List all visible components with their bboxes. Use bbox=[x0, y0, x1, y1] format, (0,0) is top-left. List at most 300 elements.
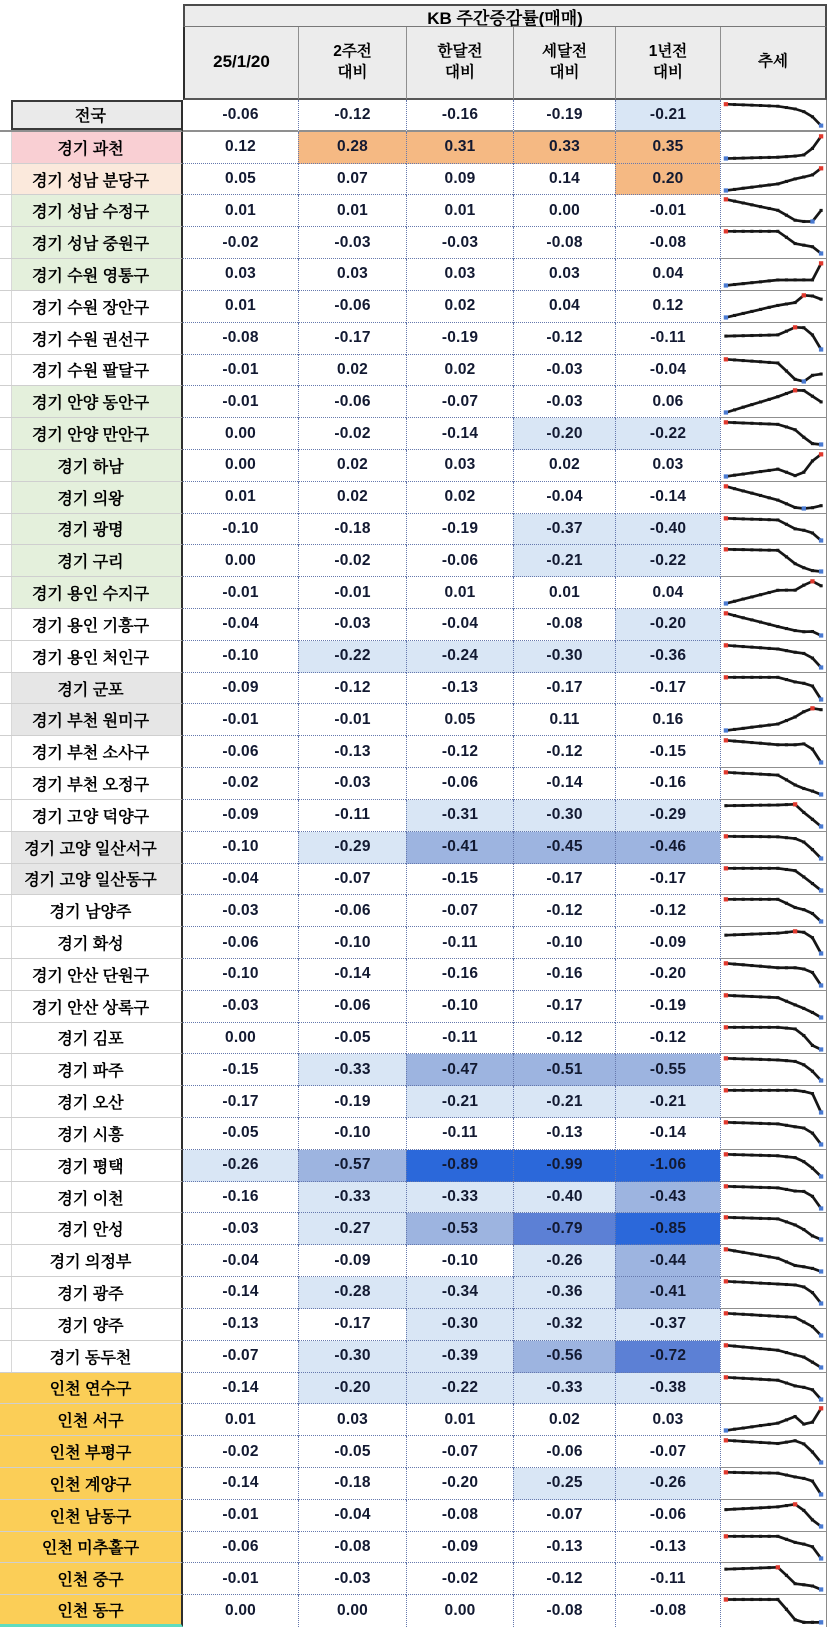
value-cell[interactable]: 0.12 bbox=[183, 132, 298, 164]
value-cell[interactable]: -0.17 bbox=[615, 673, 720, 705]
value-cell[interactable]: -0.10 bbox=[406, 991, 513, 1023]
region-cell[interactable] bbox=[0, 832, 183, 864]
value-cell[interactable]: -0.10 bbox=[406, 1245, 513, 1277]
value-cell[interactable]: -0.04 bbox=[406, 609, 513, 641]
column-header-trend[interactable] bbox=[720, 27, 827, 100]
value-cell[interactable]: -0.14 bbox=[615, 482, 720, 514]
value-cell[interactable]: -0.04 bbox=[183, 864, 298, 896]
region-cell[interactable] bbox=[0, 259, 183, 291]
value-cell[interactable]: -0.03 bbox=[513, 386, 615, 418]
value-cell[interactable]: 0.01 bbox=[406, 195, 513, 227]
value-cell[interactable]: -0.06 bbox=[298, 291, 406, 323]
value-cell[interactable]: -0.55 bbox=[615, 1054, 720, 1086]
value-cell[interactable]: -0.19 bbox=[513, 100, 615, 132]
value-cell[interactable]: 0.03 bbox=[406, 259, 513, 291]
value-cell[interactable]: -0.17 bbox=[298, 1309, 406, 1341]
value-cell[interactable]: -0.06 bbox=[183, 1532, 298, 1564]
region-cell[interactable] bbox=[0, 736, 183, 768]
value-cell[interactable]: -0.12 bbox=[513, 1563, 615, 1595]
value-cell[interactable]: 0.33 bbox=[513, 132, 615, 164]
value-cell[interactable]: -0.21 bbox=[513, 545, 615, 577]
region-cell[interactable] bbox=[0, 1373, 183, 1405]
region-cell[interactable] bbox=[0, 450, 183, 482]
value-cell[interactable]: -0.17 bbox=[298, 323, 406, 355]
value-cell[interactable]: -0.03 bbox=[513, 355, 615, 387]
value-cell[interactable]: 0.00 bbox=[183, 418, 298, 450]
value-cell[interactable]: -0.01 bbox=[183, 355, 298, 387]
value-cell[interactable]: -0.33 bbox=[513, 1373, 615, 1405]
value-cell[interactable]: -0.46 bbox=[615, 832, 720, 864]
column-header-1month[interactable] bbox=[406, 27, 513, 100]
value-cell[interactable]: 0.01 bbox=[298, 195, 406, 227]
value-cell[interactable]: 0.07 bbox=[298, 164, 406, 196]
value-cell[interactable]: -0.36 bbox=[615, 641, 720, 673]
value-cell[interactable]: -0.17 bbox=[513, 991, 615, 1023]
value-cell[interactable]: -0.20 bbox=[615, 609, 720, 641]
value-cell[interactable]: -0.13 bbox=[513, 1118, 615, 1150]
value-cell[interactable]: 0.03 bbox=[615, 450, 720, 482]
region-cell[interactable] bbox=[0, 227, 183, 259]
value-cell[interactable]: -0.36 bbox=[513, 1277, 615, 1309]
value-cell[interactable]: -0.18 bbox=[298, 514, 406, 546]
value-cell[interactable]: -0.02 bbox=[298, 418, 406, 450]
region-cell[interactable] bbox=[0, 164, 183, 196]
value-cell[interactable]: -0.12 bbox=[513, 895, 615, 927]
value-cell[interactable]: -0.08 bbox=[183, 323, 298, 355]
value-cell[interactable]: -0.03 bbox=[183, 1213, 298, 1245]
column-header-2weeks[interactable] bbox=[298, 27, 406, 100]
trend-sparkline bbox=[720, 227, 827, 259]
region-cell[interactable] bbox=[0, 1436, 183, 1468]
value-cell[interactable]: -0.02 bbox=[406, 1563, 513, 1595]
value-cell[interactable]: -0.06 bbox=[298, 895, 406, 927]
value-cell[interactable]: -0.10 bbox=[513, 927, 615, 959]
value-cell[interactable]: -0.29 bbox=[298, 832, 406, 864]
value-cell[interactable]: -0.03 bbox=[183, 991, 298, 1023]
value-cell[interactable]: -0.09 bbox=[406, 1532, 513, 1564]
value-cell[interactable]: -0.15 bbox=[615, 736, 720, 768]
region-cell[interactable] bbox=[0, 1182, 183, 1214]
region-cell[interactable] bbox=[0, 927, 183, 959]
region-cell[interactable] bbox=[0, 577, 183, 609]
value-cell[interactable]: -0.01 bbox=[298, 577, 406, 609]
value-cell[interactable]: -0.19 bbox=[615, 991, 720, 1023]
value-cell[interactable]: -0.41 bbox=[406, 832, 513, 864]
value-cell[interactable]: -0.10 bbox=[183, 959, 298, 991]
value-cell[interactable]: -0.44 bbox=[615, 1245, 720, 1277]
region-cell[interactable] bbox=[0, 864, 183, 896]
region-cell[interactable] bbox=[0, 768, 183, 800]
value-cell[interactable]: -0.06 bbox=[298, 386, 406, 418]
value-cell[interactable]: 0.02 bbox=[298, 450, 406, 482]
region-cell[interactable] bbox=[0, 641, 183, 673]
value-cell[interactable]: -0.15 bbox=[406, 864, 513, 896]
value-cell[interactable]: -0.20 bbox=[615, 959, 720, 991]
value-cell[interactable]: -0.01 bbox=[183, 704, 298, 736]
value-cell[interactable]: -0.13 bbox=[615, 1532, 720, 1564]
value-cell[interactable]: -0.24 bbox=[406, 641, 513, 673]
value-cell[interactable]: 0.31 bbox=[406, 132, 513, 164]
value-cell[interactable]: -0.22 bbox=[615, 418, 720, 450]
value-cell[interactable]: -0.12 bbox=[406, 736, 513, 768]
value-cell[interactable]: 0.03 bbox=[513, 259, 615, 291]
value-cell[interactable]: -0.26 bbox=[615, 1468, 720, 1500]
region-cell[interactable] bbox=[0, 609, 183, 641]
region-label: 경기 성남 분당구 bbox=[31, 172, 150, 190]
region-label: 경기 평택 bbox=[57, 1158, 124, 1176]
value-cell[interactable]: -0.11 bbox=[406, 1023, 513, 1055]
value-cell[interactable]: 0.03 bbox=[406, 450, 513, 482]
region-cell[interactable] bbox=[0, 1150, 183, 1182]
value-cell[interactable]: -0.30 bbox=[298, 1341, 406, 1373]
value-cell[interactable]: 0.00 bbox=[183, 1023, 298, 1055]
value-cell[interactable]: -0.04 bbox=[183, 1245, 298, 1277]
region-label: 경기 안양 동안구 bbox=[31, 395, 150, 413]
value-cell[interactable]: -0.12 bbox=[298, 100, 406, 132]
region-cell[interactable] bbox=[0, 545, 183, 577]
value-cell[interactable]: -0.33 bbox=[298, 1054, 406, 1086]
value-cell[interactable]: -0.03 bbox=[298, 1563, 406, 1595]
region-cell[interactable] bbox=[0, 1532, 183, 1564]
region-cell[interactable] bbox=[0, 132, 183, 164]
value-cell[interactable]: -0.06 bbox=[183, 927, 298, 959]
region-cell[interactable] bbox=[0, 1213, 183, 1245]
value-cell[interactable]: -0.11 bbox=[406, 927, 513, 959]
value-cell[interactable]: -0.09 bbox=[298, 1245, 406, 1277]
value-cell[interactable]: -0.05 bbox=[183, 1118, 298, 1150]
value-cell[interactable]: -0.16 bbox=[513, 959, 615, 991]
value-cell[interactable]: -0.26 bbox=[183, 1150, 298, 1182]
value-cell[interactable]: -0.11 bbox=[615, 1563, 720, 1595]
value-cell[interactable]: -0.01 bbox=[183, 577, 298, 609]
value-cell[interactable]: -0.11 bbox=[406, 1118, 513, 1150]
value-cell[interactable]: -0.10 bbox=[183, 641, 298, 673]
column-header-3months[interactable] bbox=[513, 27, 615, 100]
region-cell[interactable] bbox=[0, 1309, 183, 1341]
value-cell[interactable]: -0.47 bbox=[406, 1054, 513, 1086]
value-cell[interactable]: -0.53 bbox=[406, 1213, 513, 1245]
value-cell[interactable]: -0.10 bbox=[298, 1118, 406, 1150]
value-cell[interactable]: -0.79 bbox=[513, 1213, 615, 1245]
region-cell[interactable] bbox=[0, 100, 183, 132]
value-cell[interactable]: -0.01 bbox=[615, 195, 720, 227]
value-cell[interactable]: -0.06 bbox=[406, 545, 513, 577]
value-cell[interactable]: -0.16 bbox=[406, 959, 513, 991]
value-cell[interactable]: -0.12 bbox=[513, 323, 615, 355]
value-cell[interactable]: 0.00 bbox=[406, 1595, 513, 1627]
value-cell[interactable]: 0.00 bbox=[183, 1595, 298, 1627]
value-cell[interactable]: 0.11 bbox=[513, 704, 615, 736]
value-cell[interactable]: -0.03 bbox=[406, 227, 513, 259]
value-cell[interactable]: 0.03 bbox=[298, 259, 406, 291]
trend-sparkline bbox=[720, 927, 827, 959]
value-cell[interactable]: -0.13 bbox=[406, 673, 513, 705]
value-cell[interactable]: -0.06 bbox=[298, 991, 406, 1023]
value-cell[interactable]: -0.33 bbox=[406, 1182, 513, 1214]
value-cell[interactable]: -0.39 bbox=[406, 1341, 513, 1373]
region-cell[interactable] bbox=[0, 355, 183, 387]
value-cell[interactable]: 0.28 bbox=[298, 132, 406, 164]
value-cell[interactable]: -0.11 bbox=[615, 323, 720, 355]
value-cell[interactable]: -0.05 bbox=[298, 1023, 406, 1055]
value-cell[interactable]: -0.28 bbox=[298, 1277, 406, 1309]
value-cell[interactable]: -0.17 bbox=[183, 1086, 298, 1118]
value-cell[interactable]: -0.04 bbox=[513, 482, 615, 514]
region-cell[interactable] bbox=[0, 673, 183, 705]
value-cell[interactable]: -0.03 bbox=[298, 609, 406, 641]
value-cell[interactable]: -0.08 bbox=[513, 609, 615, 641]
value-cell[interactable]: -0.20 bbox=[298, 1373, 406, 1405]
value-cell[interactable]: -0.10 bbox=[298, 927, 406, 959]
value-cell[interactable]: -0.04 bbox=[183, 609, 298, 641]
value-cell[interactable]: -0.13 bbox=[513, 1532, 615, 1564]
value-cell[interactable]: -0.08 bbox=[615, 227, 720, 259]
value-cell[interactable]: -0.01 bbox=[183, 386, 298, 418]
value-cell[interactable]: -0.19 bbox=[406, 323, 513, 355]
value-cell[interactable]: -0.14 bbox=[513, 768, 615, 800]
value-cell[interactable]: -0.08 bbox=[513, 227, 615, 259]
value-cell[interactable]: -0.14 bbox=[298, 959, 406, 991]
value-cell[interactable]: -0.05 bbox=[298, 1436, 406, 1468]
value-cell[interactable]: 0.01 bbox=[513, 577, 615, 609]
value-cell[interactable]: -0.45 bbox=[513, 832, 615, 864]
value-cell[interactable]: -0.08 bbox=[298, 1532, 406, 1564]
value-cell[interactable]: -0.12 bbox=[615, 1023, 720, 1055]
value-cell[interactable]: -0.07 bbox=[406, 1436, 513, 1468]
value-cell[interactable]: -0.12 bbox=[615, 895, 720, 927]
value-cell[interactable]: -0.41 bbox=[615, 1277, 720, 1309]
region-cell[interactable] bbox=[0, 1054, 183, 1086]
value-cell[interactable]: -0.03 bbox=[298, 227, 406, 259]
value-cell[interactable]: -0.08 bbox=[615, 1595, 720, 1627]
value-cell[interactable]: -0.03 bbox=[298, 768, 406, 800]
value-cell[interactable]: -0.13 bbox=[183, 1309, 298, 1341]
value-cell[interactable]: 0.01 bbox=[183, 291, 298, 323]
value-cell[interactable]: -0.16 bbox=[615, 768, 720, 800]
value-cell[interactable]: 0.00 bbox=[183, 450, 298, 482]
value-cell[interactable]: -0.01 bbox=[183, 1500, 298, 1532]
value-cell[interactable]: 0.03 bbox=[298, 1404, 406, 1436]
value-cell[interactable]: 0.20 bbox=[615, 164, 720, 196]
region-cell[interactable] bbox=[0, 1341, 183, 1373]
value-cell[interactable]: 0.03 bbox=[615, 1404, 720, 1436]
value-cell[interactable]: 0.09 bbox=[406, 164, 513, 196]
value-cell[interactable]: -0.19 bbox=[298, 1086, 406, 1118]
region-cell[interactable] bbox=[0, 1118, 183, 1150]
region-cell[interactable] bbox=[0, 1595, 183, 1627]
value-cell[interactable]: -0.32 bbox=[513, 1309, 615, 1341]
value-cell[interactable]: -0.22 bbox=[615, 545, 720, 577]
value-cell[interactable]: -0.57 bbox=[298, 1150, 406, 1182]
value-cell[interactable]: -0.56 bbox=[513, 1341, 615, 1373]
value-cell[interactable]: 0.01 bbox=[183, 1404, 298, 1436]
value-cell[interactable]: -0.21 bbox=[615, 1086, 720, 1118]
value-cell[interactable]: -0.07 bbox=[298, 864, 406, 896]
value-cell[interactable]: -0.06 bbox=[615, 1500, 720, 1532]
region-cell[interactable] bbox=[0, 323, 183, 355]
value-cell[interactable]: -0.07 bbox=[615, 1436, 720, 1468]
value-cell[interactable]: -0.37 bbox=[615, 1309, 720, 1341]
region-cell[interactable] bbox=[0, 800, 183, 832]
region-cell[interactable] bbox=[0, 482, 183, 514]
value-cell[interactable]: -0.02 bbox=[183, 768, 298, 800]
value-cell[interactable]: -0.26 bbox=[513, 1245, 615, 1277]
value-cell[interactable]: -0.31 bbox=[406, 800, 513, 832]
value-cell[interactable]: -0.02 bbox=[183, 227, 298, 259]
column-header-date[interactable] bbox=[183, 27, 298, 100]
value-cell[interactable]: -0.06 bbox=[513, 1436, 615, 1468]
value-cell[interactable]: -0.06 bbox=[406, 768, 513, 800]
value-cell[interactable]: -0.99 bbox=[513, 1150, 615, 1182]
value-cell[interactable]: -0.12 bbox=[513, 736, 615, 768]
value-cell[interactable]: -0.12 bbox=[513, 1023, 615, 1055]
value-cell[interactable]: 0.02 bbox=[406, 482, 513, 514]
value-cell[interactable]: -0.07 bbox=[406, 895, 513, 927]
value-cell[interactable]: -0.89 bbox=[406, 1150, 513, 1182]
region-cell[interactable] bbox=[0, 291, 183, 323]
value-cell[interactable]: 0.01 bbox=[406, 577, 513, 609]
value-cell[interactable]: 0.04 bbox=[513, 291, 615, 323]
value-cell[interactable]: -0.33 bbox=[298, 1182, 406, 1214]
value-cell[interactable]: -0.02 bbox=[298, 545, 406, 577]
value-cell[interactable]: 0.00 bbox=[298, 1595, 406, 1627]
column-header-1year[interactable] bbox=[615, 27, 720, 100]
value-cell[interactable]: -0.10 bbox=[183, 514, 298, 546]
region-cell[interactable] bbox=[0, 1086, 183, 1118]
value-cell[interactable]: -0.43 bbox=[615, 1182, 720, 1214]
value-cell[interactable]: -0.40 bbox=[513, 1182, 615, 1214]
value-cell[interactable]: -0.16 bbox=[183, 1182, 298, 1214]
value-cell[interactable]: -0.72 bbox=[615, 1341, 720, 1373]
value-cell[interactable]: 0.02 bbox=[298, 355, 406, 387]
value-cell[interactable]: -0.21 bbox=[513, 1086, 615, 1118]
value-cell[interactable]: -0.03 bbox=[183, 895, 298, 927]
region-cell[interactable] bbox=[0, 704, 183, 736]
region-cell[interactable] bbox=[0, 195, 183, 227]
value-cell[interactable]: -0.17 bbox=[513, 864, 615, 896]
value-cell[interactable]: -0.11 bbox=[298, 800, 406, 832]
value-cell[interactable]: 0.01 bbox=[183, 195, 298, 227]
value-cell[interactable]: 0.06 bbox=[615, 386, 720, 418]
value-cell[interactable]: -0.29 bbox=[615, 800, 720, 832]
value-cell[interactable]: 0.02 bbox=[513, 1404, 615, 1436]
region-label: 경기 의왕 bbox=[57, 490, 124, 508]
value-cell[interactable]: -0.04 bbox=[298, 1500, 406, 1532]
value-cell[interactable]: -0.34 bbox=[406, 1277, 513, 1309]
value-cell[interactable]: 0.01 bbox=[406, 1404, 513, 1436]
region-cell[interactable] bbox=[0, 959, 183, 991]
value-cell[interactable]: -0.01 bbox=[183, 1563, 298, 1595]
value-cell[interactable]: -0.19 bbox=[406, 514, 513, 546]
value-cell[interactable]: -0.37 bbox=[513, 514, 615, 546]
value-cell[interactable]: -0.20 bbox=[406, 1468, 513, 1500]
value-cell[interactable]: 0.02 bbox=[406, 291, 513, 323]
value-cell[interactable]: 0.05 bbox=[183, 164, 298, 196]
region-cell[interactable] bbox=[0, 1023, 183, 1055]
value-cell[interactable]: 0.12 bbox=[615, 291, 720, 323]
region-cell[interactable] bbox=[0, 895, 183, 927]
region-cell[interactable] bbox=[0, 1500, 183, 1532]
value-cell[interactable]: -0.09 bbox=[183, 800, 298, 832]
value-cell[interactable]: -0.08 bbox=[513, 1595, 615, 1627]
value-cell[interactable]: -0.07 bbox=[183, 1341, 298, 1373]
value-cell[interactable]: 0.00 bbox=[183, 545, 298, 577]
value-cell[interactable]: 0.02 bbox=[298, 482, 406, 514]
value-cell[interactable]: 0.14 bbox=[513, 164, 615, 196]
value-cell[interactable]: 0.01 bbox=[183, 482, 298, 514]
value-cell[interactable]: -0.14 bbox=[406, 418, 513, 450]
value-cell[interactable]: 0.02 bbox=[513, 450, 615, 482]
region-cell[interactable] bbox=[0, 386, 183, 418]
value-cell[interactable]: -0.14 bbox=[183, 1373, 298, 1405]
value-cell[interactable]: -0.30 bbox=[513, 800, 615, 832]
value-cell[interactable]: -1.06 bbox=[615, 1150, 720, 1182]
value-cell[interactable]: -0.22 bbox=[298, 641, 406, 673]
value-cell[interactable]: 0.16 bbox=[615, 704, 720, 736]
value-cell[interactable]: -0.16 bbox=[406, 100, 513, 132]
value-cell[interactable]: -0.51 bbox=[513, 1054, 615, 1086]
region-cell[interactable] bbox=[0, 1468, 183, 1500]
value-cell[interactable]: -0.17 bbox=[615, 864, 720, 896]
value-cell[interactable]: -0.08 bbox=[406, 1500, 513, 1532]
value-cell[interactable]: -0.15 bbox=[183, 1054, 298, 1086]
value-cell[interactable]: -0.38 bbox=[615, 1373, 720, 1405]
value-cell[interactable]: 0.00 bbox=[513, 195, 615, 227]
region-cell[interactable] bbox=[0, 1277, 183, 1309]
value-cell[interactable]: -0.18 bbox=[298, 1468, 406, 1500]
value-cell[interactable]: -0.14 bbox=[183, 1468, 298, 1500]
value-cell[interactable]: -0.27 bbox=[298, 1213, 406, 1245]
value-cell[interactable]: -0.21 bbox=[615, 100, 720, 132]
value-cell[interactable]: -0.10 bbox=[183, 832, 298, 864]
value-cell[interactable]: -0.14 bbox=[615, 1118, 720, 1150]
value-cell[interactable]: -0.07 bbox=[513, 1500, 615, 1532]
value-cell[interactable]: 0.35 bbox=[615, 132, 720, 164]
value-cell[interactable]: -0.13 bbox=[298, 736, 406, 768]
value-cell[interactable]: -0.21 bbox=[406, 1086, 513, 1118]
value-cell[interactable]: -0.01 bbox=[298, 704, 406, 736]
region-cell[interactable] bbox=[0, 1404, 183, 1436]
value-cell[interactable]: -0.09 bbox=[615, 927, 720, 959]
value-cell[interactable]: -0.17 bbox=[513, 673, 615, 705]
region-cell[interactable] bbox=[0, 1563, 183, 1595]
value-cell[interactable]: -0.14 bbox=[183, 1277, 298, 1309]
value-cell[interactable]: 0.03 bbox=[183, 259, 298, 291]
value-cell[interactable]: 0.04 bbox=[615, 577, 720, 609]
value-cell[interactable]: 0.05 bbox=[406, 704, 513, 736]
region-cell[interactable] bbox=[0, 514, 183, 546]
value-cell[interactable]: -0.02 bbox=[183, 1436, 298, 1468]
region-cell[interactable] bbox=[0, 418, 183, 450]
value-cell[interactable]: -0.06 bbox=[183, 100, 298, 132]
value-cell[interactable]: -0.22 bbox=[406, 1373, 513, 1405]
value-cell[interactable]: -0.07 bbox=[406, 386, 513, 418]
value-cell[interactable]: -0.06 bbox=[183, 736, 298, 768]
value-cell[interactable]: -0.85 bbox=[615, 1213, 720, 1245]
value-cell[interactable]: -0.40 bbox=[615, 514, 720, 546]
value-cell[interactable]: 0.02 bbox=[406, 355, 513, 387]
region-cell[interactable] bbox=[0, 1245, 183, 1277]
region-cell[interactable] bbox=[0, 991, 183, 1023]
value-cell[interactable]: -0.30 bbox=[406, 1309, 513, 1341]
value-cell[interactable]: 0.04 bbox=[615, 259, 720, 291]
value-cell[interactable]: -0.30 bbox=[513, 641, 615, 673]
value-cell[interactable]: -0.04 bbox=[615, 355, 720, 387]
value-cell[interactable]: -0.25 bbox=[513, 1468, 615, 1500]
value-cell[interactable]: -0.12 bbox=[298, 673, 406, 705]
value-cell[interactable]: -0.20 bbox=[513, 418, 615, 450]
value-cell[interactable]: -0.09 bbox=[183, 673, 298, 705]
